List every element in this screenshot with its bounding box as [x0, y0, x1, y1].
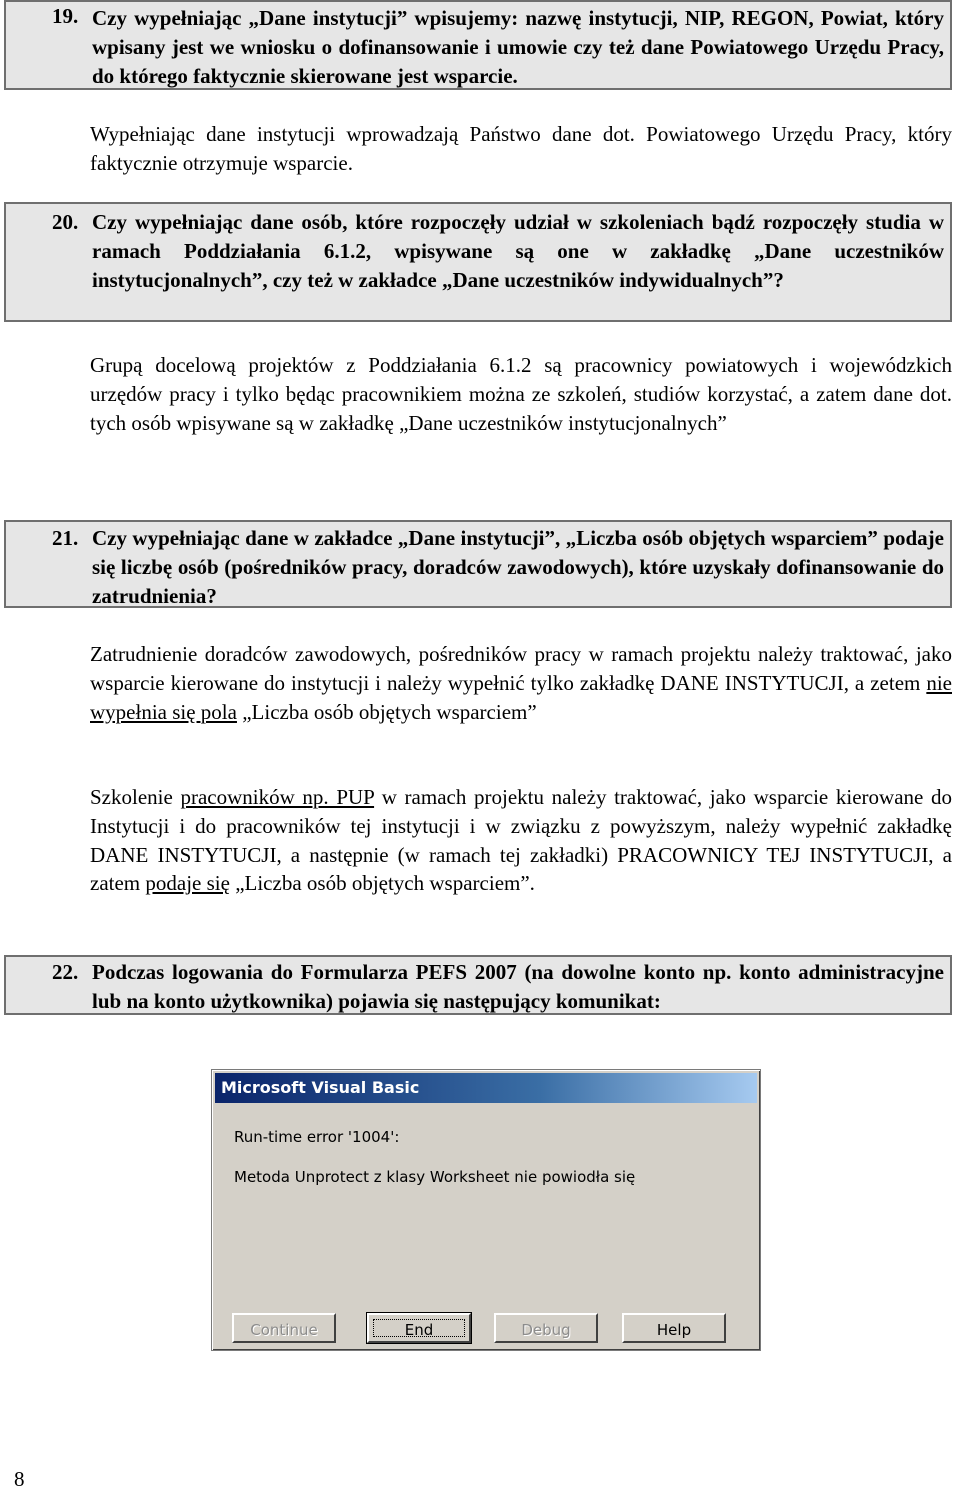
continue-button[interactable]: [232, 1313, 336, 1343]
underlined-text: podaje się: [145, 871, 230, 896]
question-22-box: [4, 955, 952, 1015]
button-label: Help: [656, 1321, 692, 1339]
button-label: Debug: [521, 1321, 571, 1339]
question-number: 22.: [52, 960, 79, 984]
question-text: Czy wypełniając „Dane instytucji” wpisujemy: nazwę instytucji, NIP, REGON, Powiat, który wpisany jest we wniosku o dofinansowanie i umowie czy też dane Powiatowego Urzędu Pracy, do którego faktycznie skierowane jest wsparcie.: [92, 6, 944, 88]
question-number: 21.: [52, 526, 79, 550]
text-segment: „Liczba osób objętych wsparciem”.: [229, 871, 535, 896]
question-20-box: [4, 202, 952, 322]
vb-error-dialog: [211, 1069, 761, 1351]
text-segment: Szkolenie: [90, 785, 181, 809]
answer-19: Wypełniając dane instytucji wprowadzają Państwo dane dot. Powiatowego Urzędu Pracy, który faktycznie otrzymuje wsparcie.: [90, 122, 952, 175]
question-21-box: [4, 520, 952, 608]
error-code-text: Run-time error '1004':: [234, 1128, 400, 1146]
text-segment: „Liczba osób objętych wsparciem”: [236, 699, 537, 724]
end-button[interactable]: [367, 1313, 471, 1343]
underlined-text: nie wypełnia się pola: [90, 670, 952, 724]
debug-button[interactable]: [494, 1313, 598, 1343]
help-button[interactable]: [622, 1313, 726, 1343]
answer-21-training: [90, 783, 952, 898]
error-message-text: Metoda Unprotect z klasy Worksheet nie powiodła się: [234, 1168, 636, 1186]
question-19-box: [4, 0, 952, 90]
answer-21-employment: [90, 640, 952, 726]
question-number: 19.: [52, 4, 79, 28]
answer-20: Grupą docelową projektów z Poddziałania 6.1.2 są pracownicy powiatowych i wojewódzkich urzędów pracy i tylko będąc pracownikiem można ze szkoleń, studiów korzystać, a zatem dane dot. tych osób wpisywane są w zakładkę „Dane uczestników instytucjonalnych”: [90, 353, 952, 435]
text-segment: w ramach projektu należy traktować, jako wsparcie kierowane do Instytucji i do pracowników tej instytucji i w związku z powyższym, należy wypełnić zakładkę DANE INSTYTUCJI, a następnie (w ramach tej zakładki) PRACOWNICY TEJ INSTYTUCJI, a zatem: [90, 785, 952, 896]
question-number: 20.: [52, 210, 79, 234]
button-label: End: [404, 1321, 434, 1339]
question-text: Czy wypełniając dane osób, które rozpoczęły udział w szkoleniach bądź rozpoczęły studia w ramach Poddziałania 6.1.2, wpisywane są one w zakładkę „Dane uczestników instytucjonalnych”, czy też w zakładce „Dane uczestników indywidualnych”?: [92, 210, 944, 292]
question-text: Podczas logowania do Formularza PEFS 2007 (na dowolne konto np. konto administracyjne lub na konto użytkownika) pojawia się następujący komunikat:: [92, 960, 944, 1013]
underlined-text: pracowników np. PUP: [180, 785, 375, 809]
question-text: Czy wypełniając dane w zakładce „Dane instytucji”, „Liczba osób objętych wsparciem” podaje się liczbę osób (pośredników pracy, doradców zawodowych), które uzyskały dofinansowanie do zatrudnienia?: [92, 526, 944, 608]
page-number: 8: [14, 1467, 25, 1491]
button-label: Continue: [250, 1321, 318, 1339]
dialog-title: Microsoft Visual Basic: [215, 1073, 757, 1103]
text-segment: Zatrudnienie doradców zawodowych, pośredników pracy w ramach projektu należy traktować, jako wsparcie kierowane do instytucji i należy wypełnić tylko zakładkę DANE INSTYTUCJI, a zetem: [90, 642, 952, 695]
